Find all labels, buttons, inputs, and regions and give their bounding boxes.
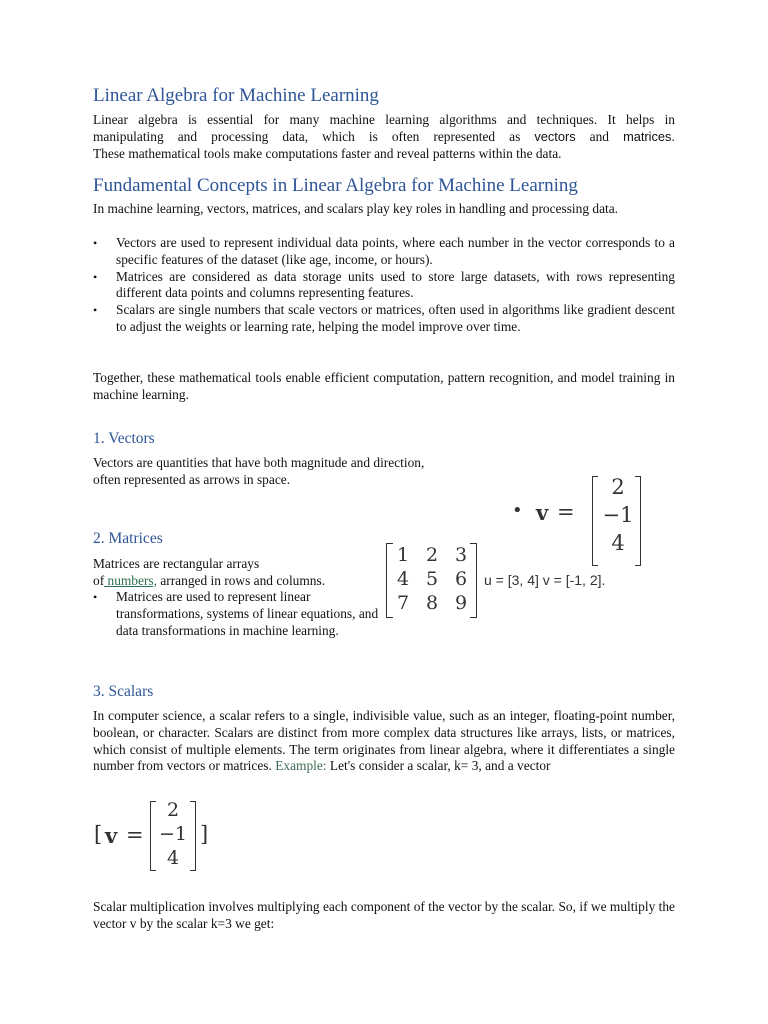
fundamentals-heading: Fundamental Concepts in Linear Algebra for Machine Learning [93,175,578,196]
matrix-cell-1-3: 3 [454,544,468,566]
matrix-cell-3-2: 8 [425,592,439,614]
scalar-multiplication-paragraph: Scalar multiplication involves multiplying each component of the vector by the scalar. So, if we multiply the vector v by the scalar k=3 we get: [93,899,675,931]
fundamentals-bullet-list [93,235,675,336]
matrices-bullet-list [93,589,383,639]
bullet-vectors: • Vectors are used to represent individual data points, where each number in the vector corresponds to a specific features of the dataset (like age, income, or hours). [93,235,675,269]
bullet-matrices: • Matrices are considered as data storage units used to store large datasets, with rows representing different data points and columns representing features. [93,269,675,303]
eq-close-bracket: ] [200,822,209,846]
intro-vectors-term: vectors [534,128,576,144]
matrix-cell-2-3: 6 [454,568,468,590]
scalars-paragraph [93,708,675,775]
eq-right-bracket [635,476,641,566]
matrices-of: of [93,572,105,588]
eq-value-1: 2 [611,475,625,499]
matrices-line-1: Matrices are rectangular arrays [93,556,260,571]
example-label: Example: [275,758,327,774]
eq-value-3: 4 [166,847,180,869]
matrix-cell-3-1: 7 [396,592,410,614]
numbers-link[interactable]: numbers, [104,572,157,588]
intro-line-2-text: manipulating and processing data, which is often represented as [93,128,521,144]
matrices-line-2 [93,573,373,590]
eq-variable-v: v [536,500,549,525]
fundamentals-paragraph: In machine learning, vectors, matrices, and scalars play key roles in handling and processing data. [93,201,619,216]
matrix-cell-1-1: 1 [396,544,410,566]
vectors-line-1: Vectors are quantities that have both magnitude and direction, [93,455,425,470]
intro-and: and [589,128,610,144]
eq-right-bracket [190,801,196,871]
eq-open-bracket: [ [94,822,103,846]
matrices-line-2-rest: arranged in rows and columns. [156,572,326,588]
intro-line-2 [93,129,675,146]
eq-equals: = [126,823,144,847]
eq-value-2: −1 [158,823,187,845]
eq-value-2: −1 [602,503,634,527]
matrix-cell-3-3: 9 [454,592,468,614]
page-title: Linear Algebra for Machine Learning [93,85,379,106]
matrix-cell-2-2: 5 [425,568,439,590]
matrix-3x3 [386,542,482,620]
bullet-scalars: • Scalars are single numbers that scale vectors or matrices, often used in algorithms like gradient descent to adjust the weights or learning rate, helping the model improve over time. [93,302,675,336]
vectors-line-2: often represented as arrows in space. [93,471,291,487]
scalars-heading: 3. Scalars [93,683,154,700]
matrix-right-bracket [470,543,477,618]
matrices-heading: 2. Matrices [93,530,163,547]
vectors-paragraph [93,455,513,489]
matrices-paragraph [93,556,373,590]
together-paragraph: Together, these mathematical tools enable efficient computation, pattern recognition, and model training in machine learning. [93,370,675,402]
eq-value-3: 4 [611,531,625,555]
scalar-vector-equation [92,798,222,874]
eq-variable-v: v [105,823,118,848]
example-text: Let's consider a scalar, k= 3, and a vector [329,758,551,774]
vector-equation [505,470,655,555]
intro-line-1: Linear algebra is essential for many machine learning algorithms and techniques. It helps in [93,112,675,127]
eq-bullet: • [512,500,523,521]
intro-paragraph [93,112,675,162]
uv-vectors-text: u = [3, 4] v = [-1, 2]. [484,572,606,588]
vectors-heading: 1. Vectors [93,430,155,447]
eq-value-1: 2 [166,799,180,821]
matrix-cell-1-2: 2 [425,544,439,566]
intro-matrices-term: matrices. [623,128,675,144]
scalars-definition: In computer science, a scalar refers to a single, indivisible value, such as an integer, floating-point number, boolean, or character. Scalars are distinct from more complex data structures like arrays, lists, or matrices, which consist of multiple elements. The term originates from linear algebra, where it differentiates a single number from vectors or matrices. [93,708,675,774]
matrix-cell-2-1: 4 [396,568,410,590]
bullet-matrices-uses: • Matrices are used to represent linear transformations, systems of linear equations, and data transformations in machine learning. [93,589,383,639]
eq-equals: = [557,500,575,524]
intro-line-3: These mathematical tools make computations faster and reveal patterns within the data. [93,145,562,161]
